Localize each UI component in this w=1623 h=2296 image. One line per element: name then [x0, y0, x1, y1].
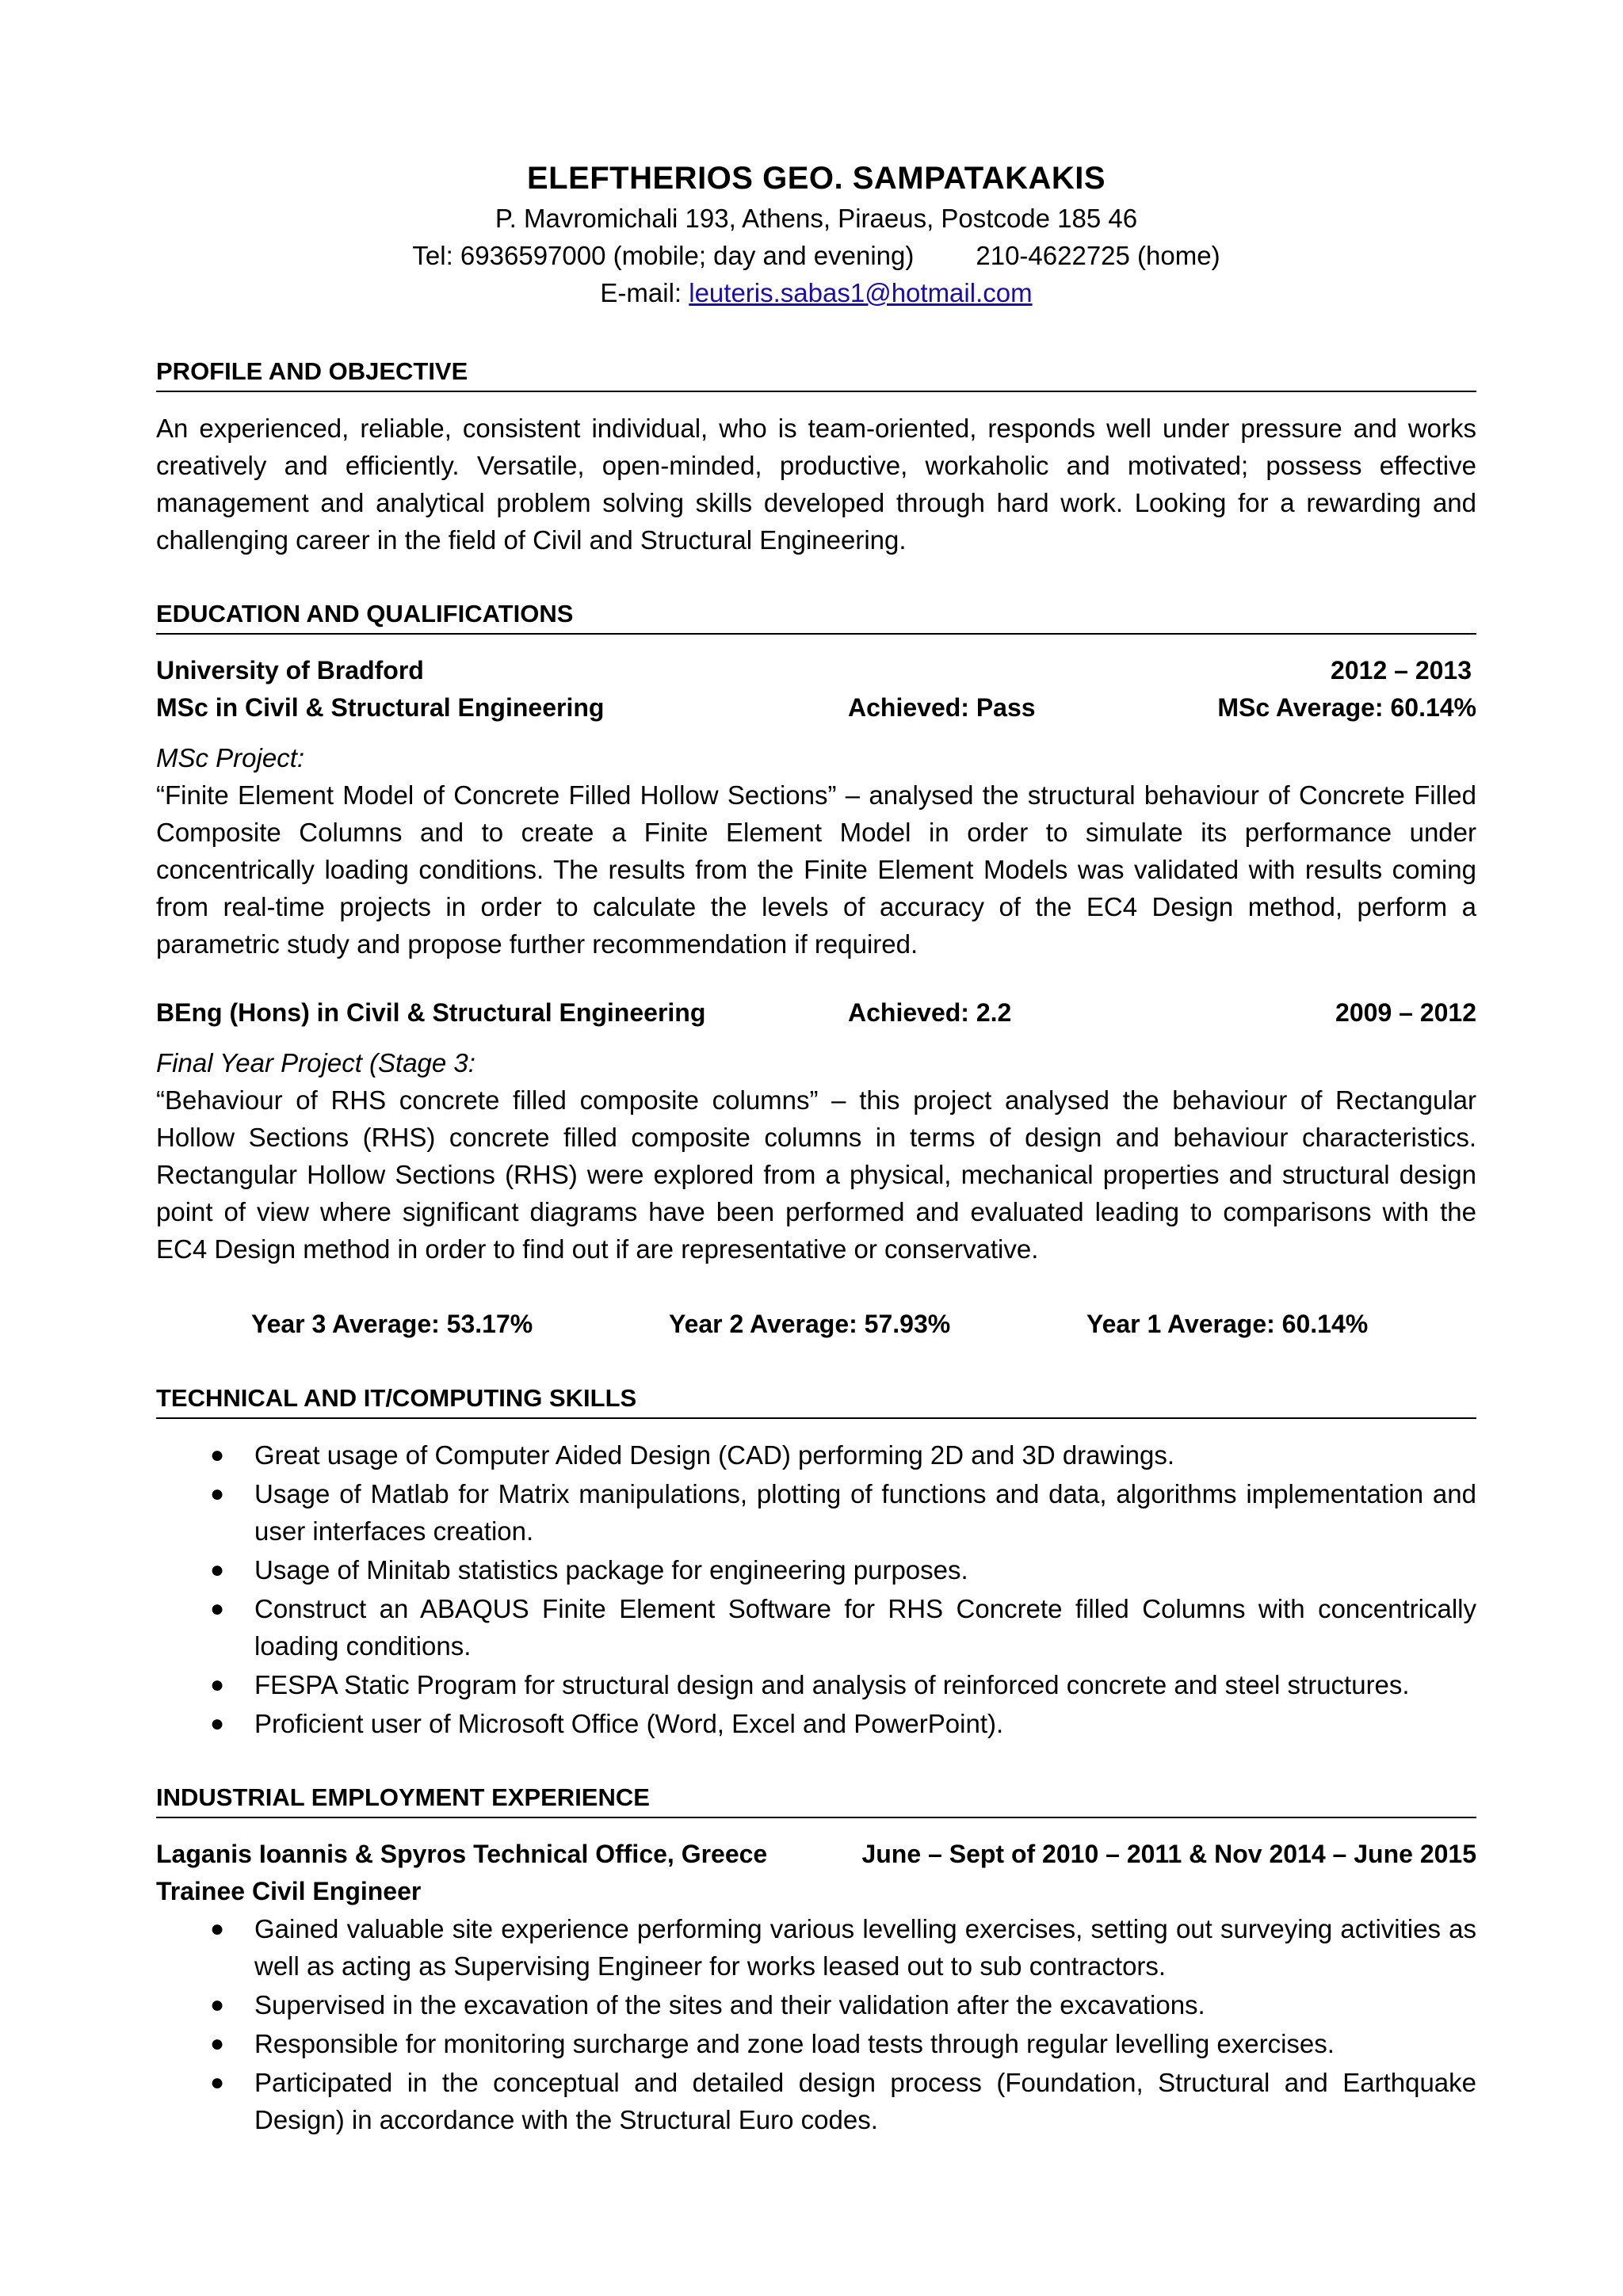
msc-project-text: “Finite Element Model of Concrete Filled Hollow Sections” – analysed the structural behaviour of Concrete Filled Composite Columns and to create a Finite Element Model in order to simulate its performance under concentrically loading conditions. The results from the Finite Element Models was validated with results coming from real-time projects in order to calculate the levels of accuracy of the EC4 Design method, perform a parametric study and propose further recommendation if required. [156, 780, 1476, 959]
section-heading-profile: PROFILE AND OBJECTIVE [156, 357, 1476, 392]
experience-dates: June – Sept of 2010 – 2011 & Nov 2014 – June 2015 [861, 1840, 1476, 1868]
list-item: ● Great usage of Computer Aided Design (CAD) performing 2D and 3D drawings. [156, 1436, 1476, 1474]
bullet-icon: ● [210, 2069, 225, 2096]
bullet-icon: ● [210, 1557, 225, 1583]
list-item: ● Gained valuable site experience performing various levelling exercises, setting out surveying activities as well as acting as Supervising Engineer for works leased out to sub contractors. [156, 1910, 1476, 1985]
bullet-icon: ● [210, 1992, 225, 2018]
bullet-icon: ● [210, 1672, 225, 1698]
experience-role-row [156, 1873, 1476, 1910]
candidate-name: ELEFTHERIOS GEO. SAMPATAKAKIS [526, 161, 1106, 196]
year1-average: Year 1 Average: 60.14% [1086, 1310, 1369, 1338]
list-item: ● Supervised in the excavation of the sites and their validation after the excavations. [156, 1986, 1476, 2023]
bullet-icon: ● [210, 1596, 225, 1622]
section-heading-experience: INDUSTRIAL EMPLOYMENT EXPERIENCE [156, 1783, 1476, 1818]
bullet-icon: ● [210, 2031, 225, 2057]
address: P. Mavromichali 193, Athens, Piraeus, Postcode 185 46 [495, 204, 1138, 233]
email-line [156, 274, 1476, 311]
year2-average: Year 2 Average: 57.93% [669, 1310, 951, 1338]
beng-project-text: “Behaviour of RHS concrete filled composite columns” – this project analysed the behaviour of Rectangular Hollow Sections (RHS) concrete filled composite columns in terms of design and behaviour characteristics. Rectangular Hollow Sections (RHS) were explored from a physical, mechanical properties and structural design point of view where significant diagrams have been performed and evaluated leading to comparisons with the EC4 Design method in order to find out if are representative or conservative. [156, 1085, 1476, 1264]
list-item: ● Usage of Matlab for Matrix manipulations, plotting of functions and data, algorithms implementation and user interfaces creation. [156, 1475, 1476, 1550]
msc-degree: MSc in Civil & Structural Engineering [156, 693, 605, 722]
list-item: ● Construct an ABAQUS Finite Element Software for RHS Concrete filled Columns with concentrically loading conditions. [156, 1590, 1476, 1665]
email-link[interactable]: leuteris.sabas1@hotmail.com [689, 278, 1033, 307]
year3-average: Year 3 Average: 53.17% [251, 1310, 533, 1338]
bullet-icon: ● [210, 1442, 225, 1468]
skills-list [156, 1436, 1476, 1742]
msc-achieved: Achieved: Pass [848, 693, 1036, 722]
msc-university-row [156, 652, 1476, 689]
year-averages-row [156, 1306, 1476, 1343]
email-label: E-mail: [600, 278, 689, 307]
bullet-icon: ● [210, 1711, 225, 1737]
experience-list [156, 1910, 1476, 2138]
msc-average: MSc Average: 60.14% [1217, 693, 1476, 722]
section-heading-education: EDUCATION AND QUALIFICATIONS [156, 600, 1476, 635]
tel-mobile: Tel: 6936597000 (mobile; day and evening) [412, 241, 915, 270]
experience-role: Trainee Civil Engineer [156, 1877, 422, 1905]
msc-degree-row [156, 689, 1476, 727]
beng-project-label: Final Year Project (Stage 3: [156, 1048, 475, 1077]
beng-degree: BEng (Hons) in Civil & Structural Engineering [156, 998, 706, 1027]
list-item: ● Proficient user of Microsoft Office (Word, Excel and PowerPoint). [156, 1705, 1476, 1742]
profile-text: An experienced, reliable, consistent individual, who is team-oriented, responds well under pressure and works creatively and efficiently. Versatile, open-minded, productive, workaholic and motivated; possess effective management and analytical problem solving skills developed through hard work. Looking for a rewarding and challenging career in the field of Civil and Structural Engineering. [156, 414, 1476, 555]
tel-home: 210-4622725 (home) [976, 241, 1220, 270]
list-item: ● Responsible for monitoring surcharge and zone load tests through regular levelling exercises. [156, 2025, 1476, 2062]
resume-header [156, 157, 1476, 311]
beng-years: 2009 – 2012 [1335, 998, 1476, 1027]
msc-project-label: MSc Project: [156, 743, 305, 772]
list-item: ● Usage of Minitab statistics package for engineering purposes. [156, 1551, 1476, 1589]
beng-achieved: Achieved: 2.2 [848, 998, 1012, 1027]
msc-years: 2012 – 2013 [1331, 656, 1472, 685]
experience-company-row [156, 1836, 1476, 1873]
beng-degree-row [156, 994, 1476, 1032]
resume-page [156, 157, 1476, 2140]
telephone-line [156, 237, 1476, 274]
bullet-icon: ● [210, 1916, 225, 1942]
list-item: ● Participated in the conceptual and detailed design process (Foundation, Structural and Earthquake Design) in accordance with the Structural Euro codes. [156, 2064, 1476, 2138]
bullet-icon: ● [210, 1481, 225, 1507]
msc-university: University of Bradford [156, 656, 424, 685]
experience-company: Laganis Ioannis & Spyros Technical Office, Greece [156, 1840, 768, 1868]
list-item: ● FESPA Static Program for structural design and analysis of reinforced concrete and steel structures. [156, 1666, 1476, 1703]
section-heading-skills: TECHNICAL AND IT/COMPUTING SKILLS [156, 1384, 1476, 1419]
